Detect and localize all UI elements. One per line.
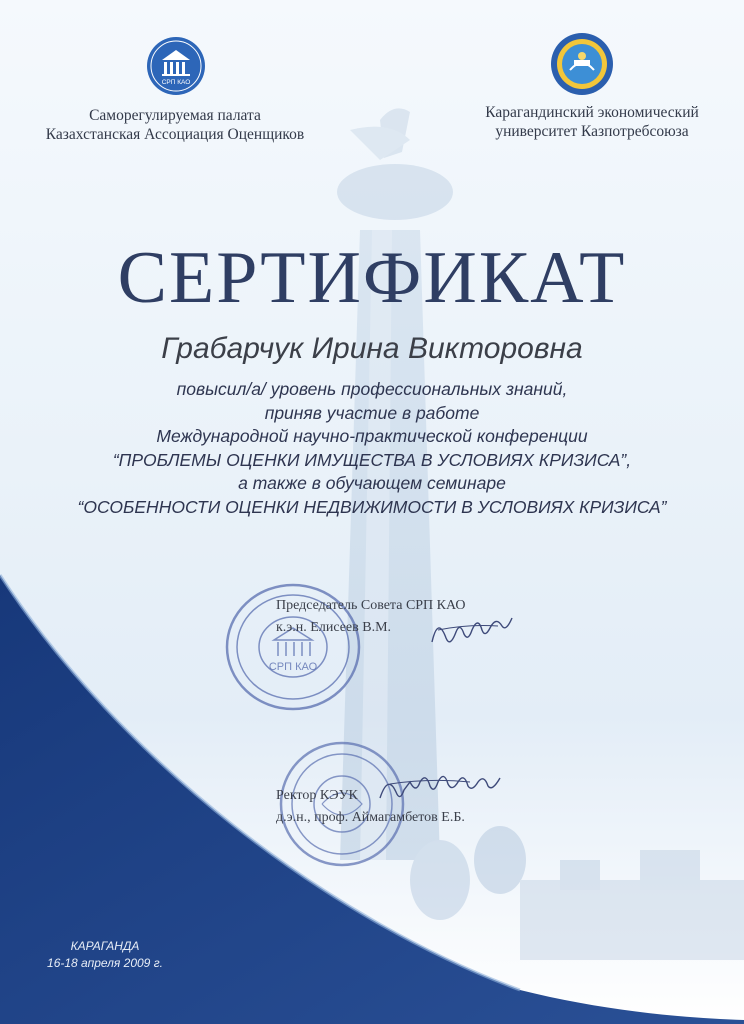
certificate-body-text [60, 378, 684, 519]
body-line: повысил/а/ уровень профессиональных знаний, [176, 379, 568, 399]
left-organization-name [20, 106, 330, 144]
footer-city: КАРАГАНДА [70, 939, 140, 953]
seminar-title: “ОСОБЕННОСТИ ОЦЕНКИ НЕДВИЖИМОСТИ В УСЛОВИЯХ КРИЗИСА” [77, 496, 667, 517]
left-org-line: Казахстанская Ассоциация Оценщиков [45, 126, 305, 143]
body-line: а также в обучающем семинаре [238, 473, 506, 493]
srp-kao-logo-icon [146, 36, 206, 96]
second-signatory-name: д.э.н., проф. Аймагамбетов Е.Б. [276, 810, 465, 825]
svg-text:СРП КАО: СРП КАО [268, 661, 318, 673]
keuk-university-logo-icon [550, 32, 614, 96]
handwritten-signature-icon [428, 612, 518, 652]
svg-text:СРП КАО: СРП КАО [161, 79, 191, 86]
left-org-line: Саморегулируемая палата [89, 107, 261, 124]
first-signatory-role: Председатель Совета СРП КАО [276, 598, 466, 613]
body-line: Международной научно-практической конференции [156, 426, 588, 446]
second-signatory-role: Ректор КЭУК [276, 788, 358, 803]
footer-date: 16-18 апреля 2009 г. [47, 956, 163, 970]
body-line: приняв участие в работе [264, 402, 480, 423]
recipient-name: Грабарчук Ирина Викторовна [161, 332, 583, 365]
footer-place-date [40, 938, 170, 972]
right-org-line: университет Казпотребсоюза [495, 123, 689, 140]
conference-title: “ПРОБЛЕМЫ ОЦЕНКИ ИМУЩЕСТВА В УСЛОВИЯХ КРИЗИСА”, [112, 449, 632, 470]
first-signatory-name: к.э.н. Елисеев В.М. [276, 620, 392, 635]
certificate-title: СЕРТИФИКАТ [117, 237, 627, 319]
right-organization-name [452, 103, 732, 141]
right-org-line: Карагандинский экономический [485, 104, 699, 121]
handwritten-signature-icon [376, 772, 526, 808]
